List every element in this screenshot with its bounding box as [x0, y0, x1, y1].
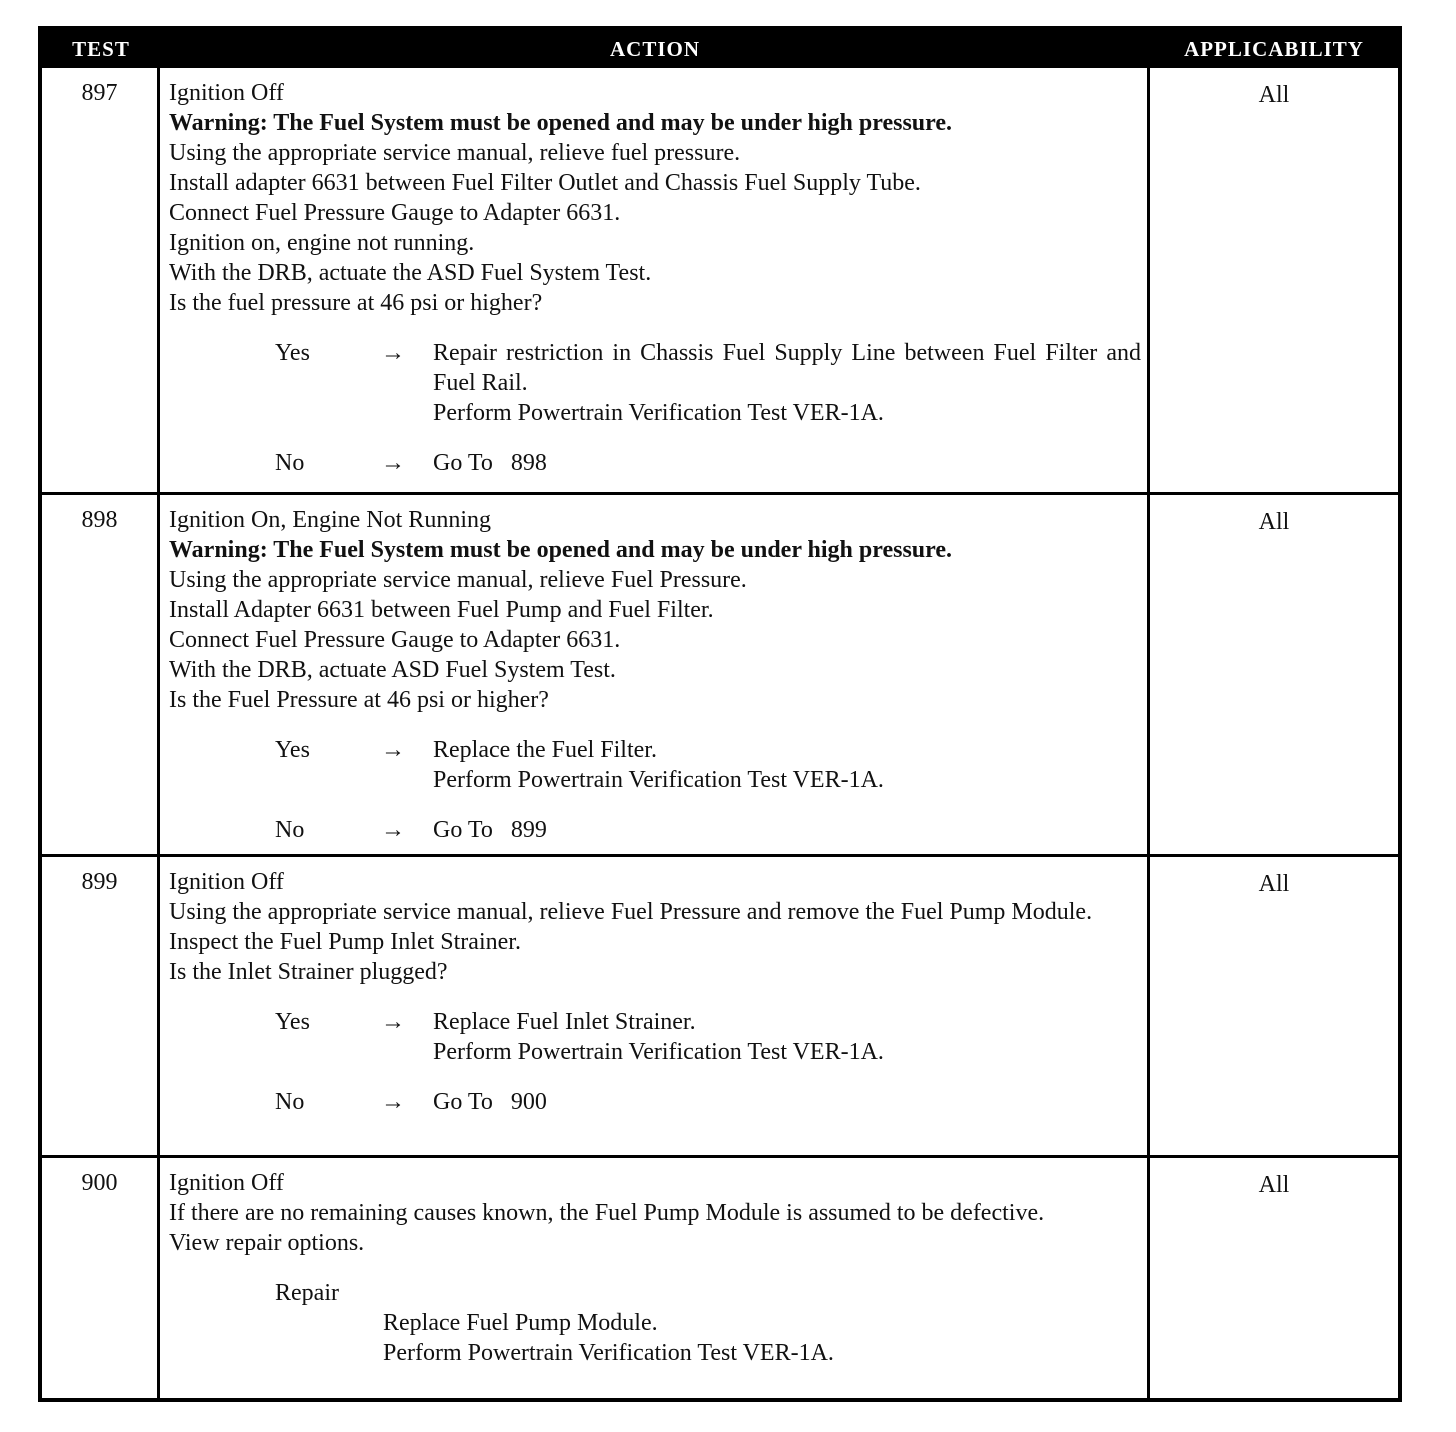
step-line: Ignition on, engine not running. [169, 230, 475, 256]
result-line: Perform Powertrain Verification Test VER-1A. [383, 1340, 834, 1366]
repair-label: Repair [275, 1280, 339, 1306]
result-line: Repair restriction in Chassis Fuel Supply Line between Fuel Filter and Fuel Rail. [433, 340, 1141, 396]
step-line: With the DRB, actuate the ASD Fuel System Test. [169, 260, 652, 286]
applicability-cell: All [1150, 1155, 1398, 1398]
test-number-cell: 899 [42, 854, 160, 1155]
test-number-cell: 898 [42, 492, 160, 854]
yes-result [433, 1007, 1141, 1067]
no-result-goto: Go To 899 [433, 817, 547, 843]
column-header-applicability: APPLICABILITY [1150, 30, 1398, 68]
right-arrow-icon: → [381, 340, 405, 366]
applicability-cell: All [1150, 854, 1398, 1155]
step-line: Install Adapter 6631 between Fuel Pump and Fuel Filter. [169, 597, 714, 623]
step-line: View repair options. [169, 1230, 365, 1256]
applicability-cell: All [1258, 82, 1290, 108]
result-line: Perform Powertrain Verification Test VER-1A. [433, 400, 884, 426]
result-line: Perform Powertrain Verification Test VER-1A. [433, 767, 884, 793]
action-cell [160, 492, 1150, 854]
repair-steps [383, 1308, 1141, 1368]
step-line: Connect Fuel Pressure Gauge to Adapter 6631. [169, 200, 621, 226]
no-outcome [275, 815, 1141, 845]
yes-result [433, 735, 1141, 795]
step-paragraph: If there are no remaining causes known, the Fuel Pump Module is assumed to be defective. [169, 1200, 1045, 1226]
action-cell [160, 1155, 1150, 1398]
question-line: Is the Inlet Strainer plugged? [169, 959, 448, 985]
question-line: Is the fuel pressure at 46 psi or higher? [169, 290, 543, 316]
question-line: Is the Fuel Pressure at 46 psi or higher? [169, 687, 549, 713]
step-line: Ignition Off [169, 80, 284, 106]
result-line: Replace Fuel Inlet Strainer. [433, 1009, 696, 1035]
yes-outcome [275, 1007, 1141, 1067]
warning-text: Warning: The Fuel System must be opened and may be under high pressure. [169, 110, 953, 136]
right-arrow-icon: → [381, 817, 405, 843]
right-arrow-icon: → [381, 450, 405, 476]
step-line: Inspect the Fuel Pump Inlet Strainer. [169, 929, 521, 955]
no-label: No [275, 1089, 305, 1115]
yes-result [433, 338, 1141, 428]
diagnostic-test-table [38, 26, 1402, 1402]
action-cell [160, 68, 1150, 492]
step-line: Connect Fuel Pressure Gauge to Adapter 6631. [169, 627, 621, 653]
right-arrow-icon: → [381, 737, 405, 763]
no-outcome [275, 1087, 1141, 1117]
no-label: No [275, 450, 305, 476]
column-header-action: ACTION [160, 30, 1150, 68]
yes-label: Yes [275, 340, 310, 366]
result-line: Perform Powertrain Verification Test VER-1A. [433, 1039, 884, 1065]
yes-label: Yes [275, 1009, 310, 1035]
test-number-cell: 900 [42, 1155, 160, 1398]
right-arrow-icon: → [381, 1009, 405, 1035]
action-cell [160, 854, 1150, 1155]
repair-outcome [275, 1278, 1141, 1368]
step-line: Ignition Off [169, 1170, 284, 1196]
no-label: No [275, 817, 305, 843]
no-result-goto: Go To 900 [433, 1089, 547, 1115]
step-line: Ignition Off [169, 869, 284, 895]
yes-outcome [275, 338, 1141, 428]
step-line: Ignition On, Engine Not Running [169, 507, 491, 533]
step-line: With the DRB, actuate ASD Fuel System Test. [169, 657, 616, 683]
no-result-goto: Go To 898 [433, 450, 547, 476]
step-line: Using the appropriate service manual, relieve Fuel Pressure. [169, 567, 747, 593]
right-arrow-icon: → [381, 1089, 405, 1115]
result-line: Replace the Fuel Filter. [433, 737, 657, 763]
step-line: Using the appropriate service manual, relieve fuel pressure. [169, 140, 741, 166]
test-number-cell: 897 [42, 68, 160, 492]
column-header-test: TEST [42, 30, 160, 68]
applicability-cell: All [1150, 492, 1398, 854]
yes-outcome [275, 735, 1141, 795]
step-line: Install adapter 6631 between Fuel Filter Outlet and Chassis Fuel Supply Tube. [169, 170, 921, 196]
step-paragraph: Using the appropriate service manual, relieve Fuel Pressure and remove the Fuel Pump Module. [169, 899, 1093, 925]
yes-label: Yes [275, 737, 310, 763]
result-line: Replace Fuel Pump Module. [383, 1310, 658, 1336]
warning-text: Warning: The Fuel System must be opened and may be under high pressure. [169, 537, 953, 563]
no-outcome [275, 448, 1141, 478]
